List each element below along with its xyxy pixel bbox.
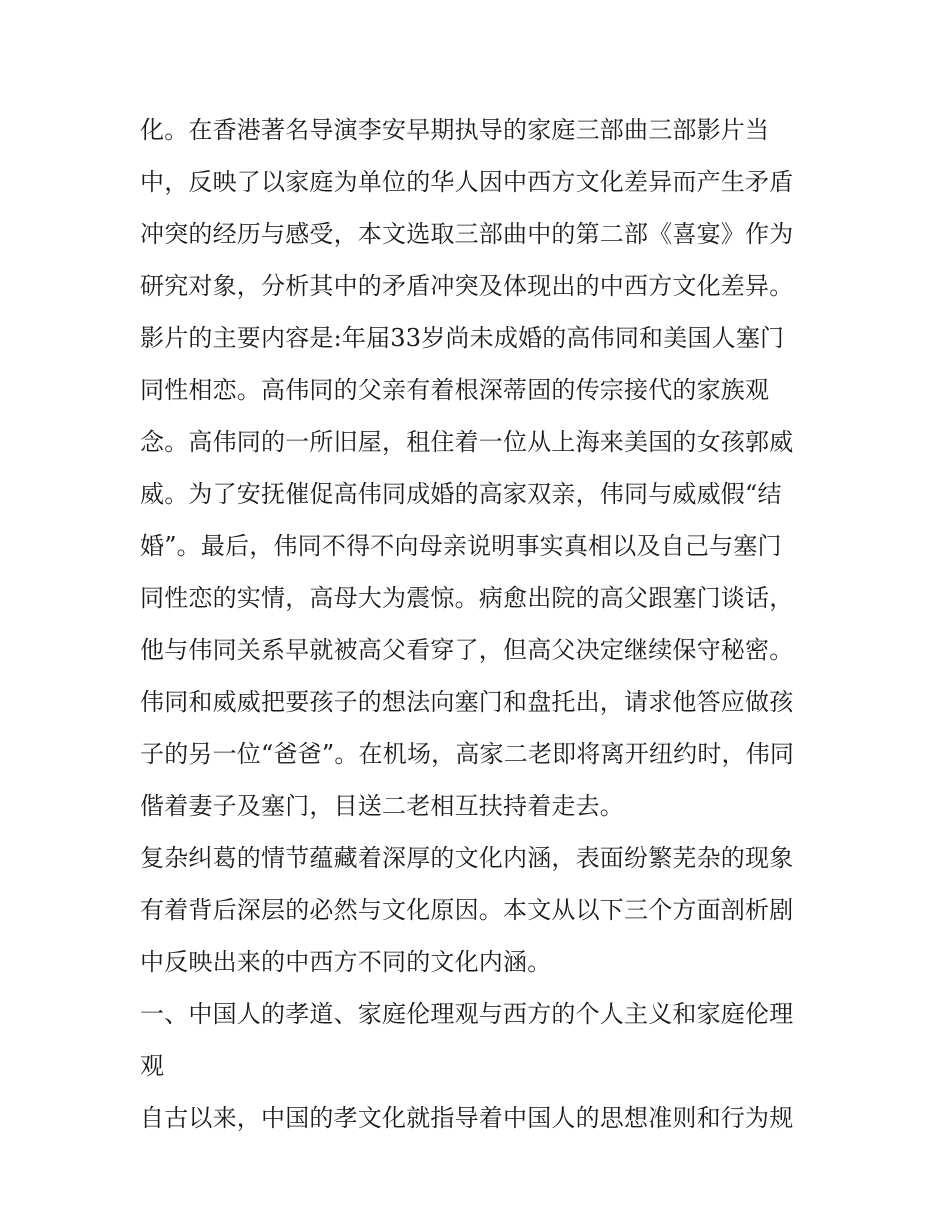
text-line: 他与伟同关系早就被高父看穿了，但高父决定继续保守秘密。 [140, 636, 794, 664]
text-line: 婚”。最后，伟同不得不向母亲说明事实真相以及自己与塞门 [140, 532, 782, 560]
text-line: 中反映出来的中西方不同的文化内涵。 [140, 948, 552, 976]
text-line: 中，反映了以家庭为单位的华人因中西方文化差异而产生矛盾 [140, 168, 794, 196]
text-line: 有着背后深层的必然与文化原因。本文从以下三个方面剖析剧 [140, 896, 794, 924]
text-line: 偕着妻子及塞门，目送二老相互扶持着走去。 [140, 792, 624, 820]
text-line: 威。为了安抚催促高伟同成婚的高家双亲，伟同与威威假“结 [140, 480, 782, 508]
text-line: 念。高伟同的一所旧屋，租住着一位从上海来美国的女孩郭威 [140, 428, 794, 456]
text-line: 自古以来，中国的孝文化就指导着中国人的思想准则和行为规 [140, 1104, 794, 1132]
text-line: 复杂纠葛的情节蕴藏着深厚的文化内涵，表面纷繁芜杂的现象 [140, 844, 794, 872]
section-heading: 一、中国人的孝道、家庭伦理观与西方的个人主义和家庭伦理 [140, 1000, 794, 1028]
section-heading: 观 [140, 1052, 165, 1080]
body-text [140, 104, 820, 1144]
text-line: 冲突的经历与感受，本文选取三部曲中的第二部《喜宴》作为 [140, 220, 794, 248]
text-line: 同性相恋。高伟同的父亲有着根深蒂固的传宗接代的家族观 [140, 376, 770, 404]
text-line: 化。在香港著名导演李安早期执导的家庭三部曲三部影片当 [140, 116, 770, 144]
text-line: 子的另一位“爸爸”。在机场，高家二老即将离开纽约时，伟同 [140, 740, 795, 768]
text-line: 影片的主要内容是:年届33岁尚未成婚的高伟同和美国人塞门 [140, 324, 785, 352]
text-line: 研究对象，分析其中的矛盾冲突及体现出的中西方文化差异。 [140, 272, 794, 300]
text-line: 同性恋的实情，高母大为震惊。病愈出院的高父跟塞门谈话， [140, 584, 794, 612]
text-line: 伟同和威威把要孩子的想法向塞门和盘托出，请求他答应做孩 [140, 688, 794, 716]
